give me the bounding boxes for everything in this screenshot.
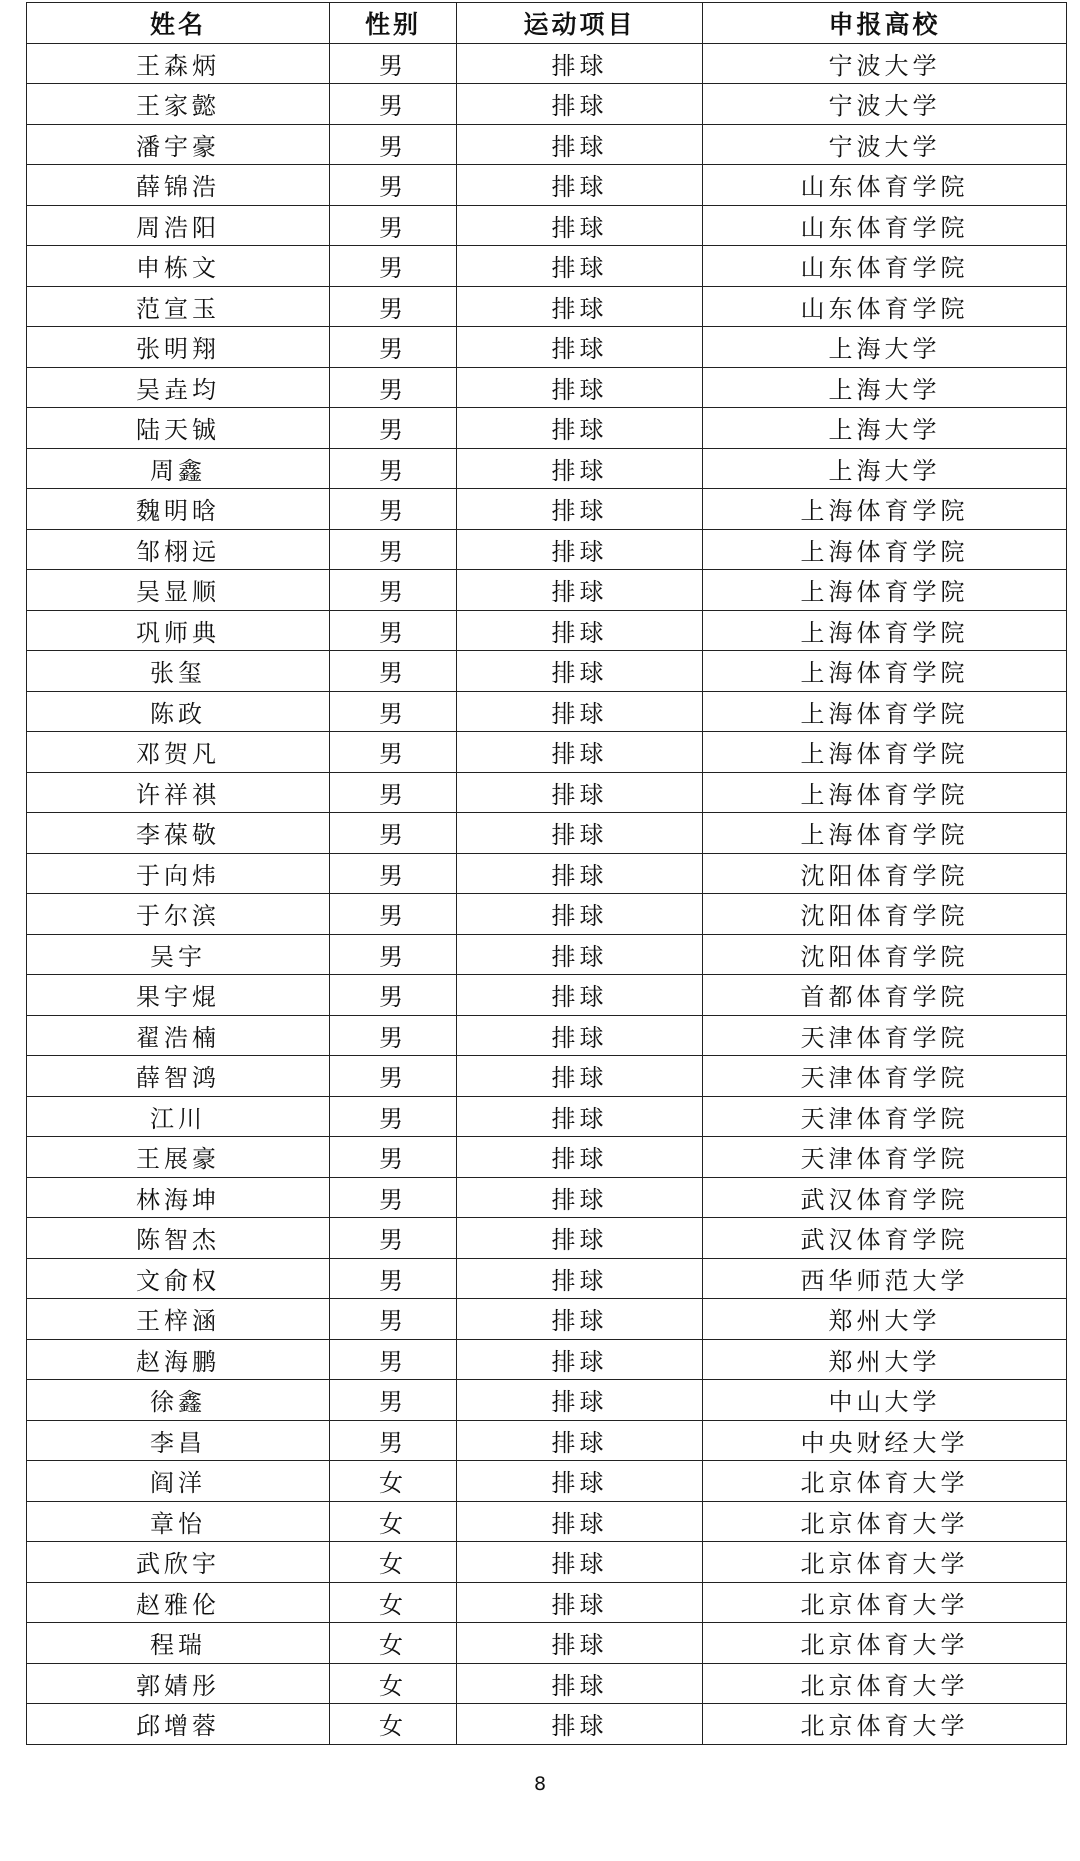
cell-name: 章怡: [27, 1501, 330, 1542]
cell-gender: 男: [330, 1218, 457, 1259]
cell-sport: 排球: [457, 165, 703, 206]
cell-school: 沈阳体育学院: [703, 934, 1067, 975]
cell-gender: 男: [330, 367, 457, 408]
table-row: [27, 1501, 1067, 1542]
cell-sport: 排球: [457, 124, 703, 165]
cell-name: 程瑞: [27, 1623, 330, 1664]
cell-sport: 排球: [457, 934, 703, 975]
cell-sport: 排球: [457, 1339, 703, 1380]
cell-school: 天津体育学院: [703, 1056, 1067, 1097]
cell-school: 上海大学: [703, 408, 1067, 449]
cell-name: 张明翔: [27, 327, 330, 368]
table-row: [27, 1582, 1067, 1623]
table-row: [27, 1542, 1067, 1583]
cell-name: 果宇焜: [27, 975, 330, 1016]
cell-school: 上海大学: [703, 448, 1067, 489]
cell-sport: 排球: [457, 1096, 703, 1137]
cell-sport: 排球: [457, 246, 703, 287]
header-row: [27, 3, 1067, 44]
cell-sport: 排球: [457, 1056, 703, 1097]
cell-gender: 女: [330, 1663, 457, 1704]
table-row: [27, 651, 1067, 692]
cell-school: 西华师范大学: [703, 1258, 1067, 1299]
cell-sport: 排球: [457, 1137, 703, 1178]
table-row: [27, 327, 1067, 368]
cell-sport: 排球: [457, 286, 703, 327]
table-row: [27, 1137, 1067, 1178]
table-row: [27, 408, 1067, 449]
table-row: [27, 1339, 1067, 1380]
cell-name: 于向炜: [27, 853, 330, 894]
cell-school: 山东体育学院: [703, 205, 1067, 246]
header-name: 姓名: [27, 3, 330, 44]
cell-sport: 排球: [457, 43, 703, 84]
cell-school: 沈阳体育学院: [703, 853, 1067, 894]
cell-gender: 男: [330, 1096, 457, 1137]
cell-gender: 男: [330, 570, 457, 611]
table-row: [27, 1461, 1067, 1502]
cell-school: 天津体育学院: [703, 1015, 1067, 1056]
cell-school: 北京体育大学: [703, 1623, 1067, 1664]
table-row: [27, 124, 1067, 165]
cell-sport: 排球: [457, 448, 703, 489]
table-row: [27, 1704, 1067, 1745]
table-row: [27, 1218, 1067, 1259]
cell-name: 邓贺凡: [27, 732, 330, 773]
cell-sport: 排球: [457, 894, 703, 935]
cell-name: 赵海鹏: [27, 1339, 330, 1380]
cell-name: 张玺: [27, 651, 330, 692]
page-number: 8: [533, 1773, 547, 1795]
table-row: [27, 367, 1067, 408]
cell-gender: 男: [330, 853, 457, 894]
cell-school: 宁波大学: [703, 124, 1067, 165]
cell-name: 巩师典: [27, 610, 330, 651]
cell-school: 郑州大学: [703, 1339, 1067, 1380]
table-row: [27, 1015, 1067, 1056]
table-row: [27, 205, 1067, 246]
cell-name: 魏明晗: [27, 489, 330, 530]
cell-sport: 排球: [457, 570, 703, 611]
cell-sport: 排球: [457, 1380, 703, 1421]
table-row: [27, 975, 1067, 1016]
cell-name: 阎洋: [27, 1461, 330, 1502]
cell-name: 徐鑫: [27, 1380, 330, 1421]
cell-name: 王家懿: [27, 84, 330, 125]
cell-gender: 男: [330, 286, 457, 327]
cell-gender: 男: [330, 894, 457, 935]
cell-school: 上海体育学院: [703, 529, 1067, 570]
cell-sport: 排球: [457, 1582, 703, 1623]
cell-school: 北京体育大学: [703, 1582, 1067, 1623]
cell-gender: 女: [330, 1704, 457, 1745]
cell-gender: 男: [330, 1299, 457, 1340]
cell-sport: 排球: [457, 205, 703, 246]
table-row: [27, 813, 1067, 854]
cell-gender: 男: [330, 246, 457, 287]
cell-name: 潘宇豪: [27, 124, 330, 165]
cell-sport: 排球: [457, 327, 703, 368]
cell-gender: 男: [330, 651, 457, 692]
cell-school: 天津体育学院: [703, 1137, 1067, 1178]
cell-sport: 排球: [457, 1299, 703, 1340]
cell-sport: 排球: [457, 1218, 703, 1259]
cell-school: 山东体育学院: [703, 246, 1067, 287]
table-row: [27, 84, 1067, 125]
table-row: [27, 1096, 1067, 1137]
cell-gender: 男: [330, 448, 457, 489]
cell-name: 邹栩远: [27, 529, 330, 570]
cell-school: 上海体育学院: [703, 570, 1067, 611]
cell-gender: 男: [330, 1137, 457, 1178]
cell-sport: 排球: [457, 1542, 703, 1583]
table-row: [27, 1663, 1067, 1704]
cell-name: 王梓涵: [27, 1299, 330, 1340]
cell-name: 王森炳: [27, 43, 330, 84]
table-row: [27, 1299, 1067, 1340]
cell-sport: 排球: [457, 1461, 703, 1502]
cell-sport: 排球: [457, 408, 703, 449]
table-row: [27, 1177, 1067, 1218]
cell-gender: 男: [330, 1420, 457, 1461]
cell-gender: 男: [330, 732, 457, 773]
cell-school: 上海体育学院: [703, 732, 1067, 773]
cell-gender: 男: [330, 934, 457, 975]
table-row: [27, 691, 1067, 732]
cell-gender: 女: [330, 1582, 457, 1623]
cell-gender: 男: [330, 205, 457, 246]
cell-gender: 男: [330, 529, 457, 570]
cell-gender: 男: [330, 813, 457, 854]
cell-sport: 排球: [457, 1704, 703, 1745]
cell-gender: 男: [330, 1177, 457, 1218]
cell-school: 郑州大学: [703, 1299, 1067, 1340]
cell-school: 上海体育学院: [703, 772, 1067, 813]
table-row: [27, 1623, 1067, 1664]
cell-sport: 排球: [457, 84, 703, 125]
cell-gender: 男: [330, 165, 457, 206]
cell-sport: 排球: [457, 1015, 703, 1056]
table-row: [27, 286, 1067, 327]
table-row: [27, 772, 1067, 813]
cell-gender: 男: [330, 408, 457, 449]
cell-name: 李昌: [27, 1420, 330, 1461]
table-row: [27, 1258, 1067, 1299]
cell-name: 吴显顺: [27, 570, 330, 611]
cell-sport: 排球: [457, 732, 703, 773]
table-row: [27, 894, 1067, 935]
cell-sport: 排球: [457, 1258, 703, 1299]
cell-gender: 男: [330, 327, 457, 368]
cell-sport: 排球: [457, 1663, 703, 1704]
table-row: [27, 732, 1067, 773]
cell-name: 薛智鸿: [27, 1056, 330, 1097]
table-row: [27, 43, 1067, 84]
cell-name: 周鑫: [27, 448, 330, 489]
cell-gender: 男: [330, 124, 457, 165]
cell-sport: 排球: [457, 489, 703, 530]
cell-school: 北京体育大学: [703, 1663, 1067, 1704]
cell-gender: 女: [330, 1461, 457, 1502]
cell-gender: 男: [330, 691, 457, 732]
cell-school: 沈阳体育学院: [703, 894, 1067, 935]
cell-sport: 排球: [457, 1623, 703, 1664]
cell-school: 北京体育大学: [703, 1542, 1067, 1583]
table-row: [27, 934, 1067, 975]
cell-sport: 排球: [457, 651, 703, 692]
cell-sport: 排球: [457, 853, 703, 894]
cell-gender: 女: [330, 1623, 457, 1664]
table-row: [27, 246, 1067, 287]
table-row: [27, 529, 1067, 570]
cell-school: 山东体育学院: [703, 165, 1067, 206]
table-body: [27, 43, 1067, 1744]
cell-gender: 男: [330, 84, 457, 125]
table-row: [27, 448, 1067, 489]
athlete-roster-table: [26, 2, 1067, 1745]
cell-name: 吴宇: [27, 934, 330, 975]
cell-name: 陈政: [27, 691, 330, 732]
cell-name: 陈智杰: [27, 1218, 330, 1259]
cell-school: 上海大学: [703, 327, 1067, 368]
cell-school: 上海体育学院: [703, 651, 1067, 692]
cell-school: 上海体育学院: [703, 489, 1067, 530]
cell-name: 范宣玉: [27, 286, 330, 327]
cell-gender: 男: [330, 43, 457, 84]
cell-gender: 男: [330, 772, 457, 813]
cell-sport: 排球: [457, 813, 703, 854]
cell-sport: 排球: [457, 691, 703, 732]
cell-name: 吴垚均: [27, 367, 330, 408]
header-sport: 运动项目: [457, 3, 703, 44]
cell-gender: 女: [330, 1501, 457, 1542]
cell-name: 武欣宇: [27, 1542, 330, 1583]
cell-sport: 排球: [457, 975, 703, 1016]
cell-name: 江川: [27, 1096, 330, 1137]
cell-sport: 排球: [457, 1420, 703, 1461]
cell-gender: 男: [330, 1380, 457, 1421]
cell-name: 邱增蓉: [27, 1704, 330, 1745]
cell-school: 中央财经大学: [703, 1420, 1067, 1461]
cell-sport: 排球: [457, 1501, 703, 1542]
cell-school: 首都体育学院: [703, 975, 1067, 1016]
cell-sport: 排球: [457, 610, 703, 651]
table-row: [27, 1380, 1067, 1421]
table-row: [27, 570, 1067, 611]
cell-school: 天津体育学院: [703, 1096, 1067, 1137]
cell-gender: 男: [330, 1056, 457, 1097]
table-header: [27, 3, 1067, 44]
cell-school: 中山大学: [703, 1380, 1067, 1421]
cell-sport: 排球: [457, 529, 703, 570]
cell-sport: 排球: [457, 367, 703, 408]
cell-name: 郭婧彤: [27, 1663, 330, 1704]
table-row: [27, 1056, 1067, 1097]
cell-school: 宁波大学: [703, 43, 1067, 84]
cell-name: 薛锦浩: [27, 165, 330, 206]
cell-name: 林海坤: [27, 1177, 330, 1218]
cell-name: 许祥祺: [27, 772, 330, 813]
cell-school: 武汉体育学院: [703, 1177, 1067, 1218]
cell-school: 宁波大学: [703, 84, 1067, 125]
cell-school: 武汉体育学院: [703, 1218, 1067, 1259]
table-row: [27, 165, 1067, 206]
cell-school: 北京体育大学: [703, 1704, 1067, 1745]
cell-school: 北京体育大学: [703, 1461, 1067, 1502]
cell-name: 翟浩楠: [27, 1015, 330, 1056]
table-row: [27, 1420, 1067, 1461]
cell-gender: 男: [330, 610, 457, 651]
cell-school: 上海体育学院: [703, 691, 1067, 732]
cell-name: 文俞权: [27, 1258, 330, 1299]
cell-name: 于尔滨: [27, 894, 330, 935]
cell-gender: 男: [330, 1339, 457, 1380]
cell-sport: 排球: [457, 772, 703, 813]
header-gender: 性别: [330, 3, 457, 44]
header-school: 申报高校: [703, 3, 1067, 44]
cell-school: 上海体育学院: [703, 610, 1067, 651]
cell-gender: 男: [330, 489, 457, 530]
cell-name: 李葆敬: [27, 813, 330, 854]
cell-name: 陆天铖: [27, 408, 330, 449]
cell-school: 北京体育大学: [703, 1501, 1067, 1542]
table-row: [27, 489, 1067, 530]
cell-gender: 男: [330, 975, 457, 1016]
table-row: [27, 853, 1067, 894]
cell-school: 上海大学: [703, 367, 1067, 408]
table-row: [27, 610, 1067, 651]
cell-name: 申栋文: [27, 246, 330, 287]
cell-sport: 排球: [457, 1177, 703, 1218]
cell-school: 上海体育学院: [703, 813, 1067, 854]
cell-name: 赵雅伦: [27, 1582, 330, 1623]
cell-gender: 男: [330, 1258, 457, 1299]
cell-gender: 男: [330, 1015, 457, 1056]
cell-name: 王展豪: [27, 1137, 330, 1178]
cell-gender: 女: [330, 1542, 457, 1583]
cell-name: 周浩阳: [27, 205, 330, 246]
cell-school: 山东体育学院: [703, 286, 1067, 327]
